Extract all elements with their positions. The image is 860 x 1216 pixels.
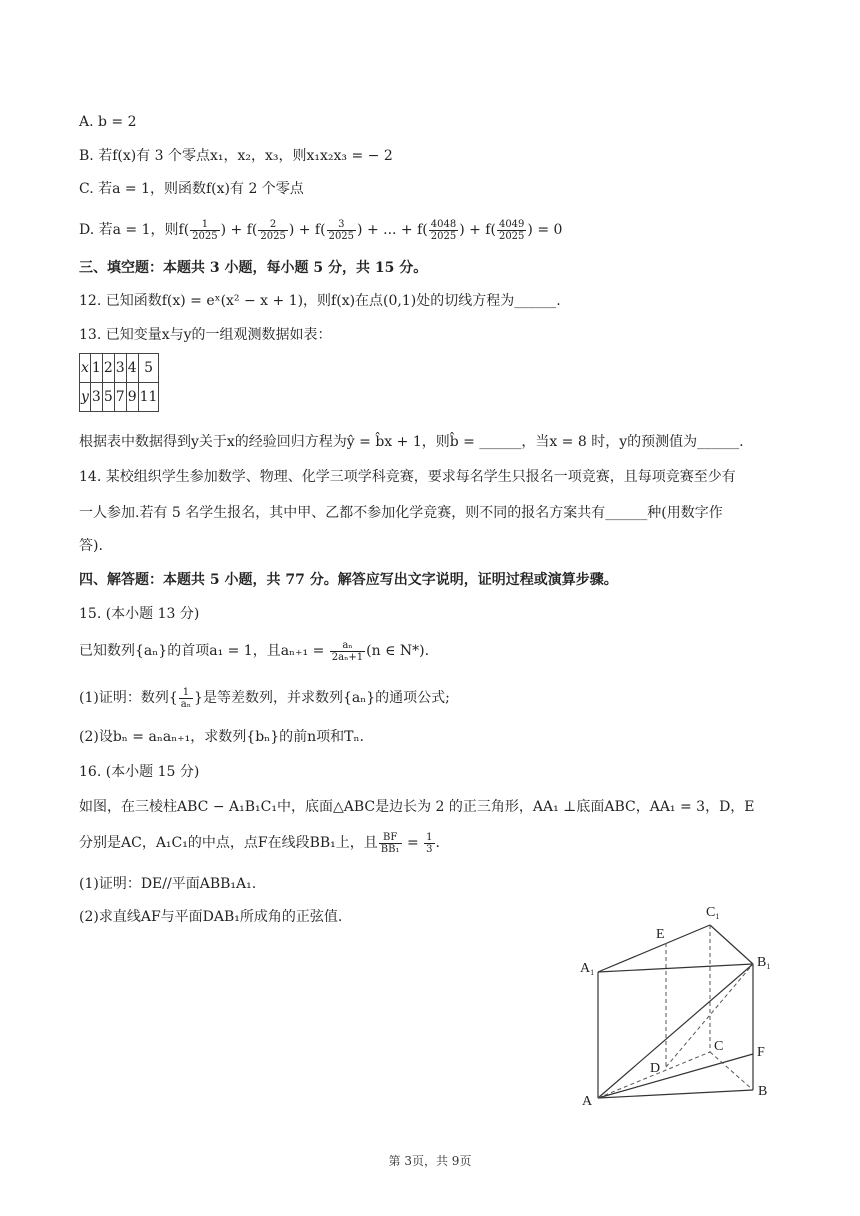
table-cell: y [80, 383, 91, 412]
option-a: A. b = 2 [79, 114, 137, 130]
table-cell: 3 [90, 383, 102, 412]
table-cell: 4 [126, 354, 138, 383]
question-12: 12. 已知函数f(x) = eˣ(x² − x + 1)，则f(x)在点(0,1)处的切线方程为______. [79, 293, 561, 309]
table-cell: 7 [114, 383, 126, 412]
page-footer: 第 3页，共 9页 [388, 1154, 472, 1168]
option-b-rest: x₁，x₂，x₃，则x₁x₂x₃ = − 2 [210, 148, 393, 164]
table-cell: x [80, 354, 91, 383]
prism-solid-edges [598, 925, 753, 1098]
question-15-heading: 15. (本小题 13 分) [79, 606, 200, 622]
label-a: A [582, 1094, 593, 1108]
option-d-suffix: = 0 [537, 222, 563, 238]
label-c: C [714, 1039, 724, 1054]
question-16-line-1: 如图，在三棱柱ABC − A₁B₁C₁中，底面△ABC是边长为 2 的正三角形，AA₁ ⊥底面ABC，AA₁ = 3，D，E [79, 799, 755, 815]
question-16-heading: 16. (本小题 15 分) [79, 764, 200, 780]
label-b: B [758, 1084, 768, 1099]
option-c: C. 若a = 1，则函数f(x)有 2 个零点 [79, 181, 304, 197]
prism-hidden-edges [598, 925, 753, 1098]
reciprocal-fraction: $\frac{1}{\text{aₙ}}$ [180, 686, 192, 710]
one-third-fraction: $\frac{1}{3}$ [426, 831, 433, 855]
label-c1: $C_1$ [706, 905, 720, 921]
table-cell: 5 [138, 354, 159, 383]
table-row-x [80, 354, 159, 383]
table-cell: 3 [114, 354, 126, 383]
question-14-line-3: 答). [79, 538, 103, 554]
section-4-heading: 四、解答题：本题共 5 小题，共 77 分。解答应写出文字说明，证明过程或演算步骤。 [79, 572, 618, 588]
label-b1: $B_1$ [757, 955, 771, 971]
prism-figure [570, 898, 780, 1108]
section-3-heading: 三、填空题：本题共 3 小题，每小题 5 分，共 15 分。 [79, 260, 428, 276]
label-e: E [656, 927, 665, 942]
option-b [79, 146, 393, 166]
option-d-frac-1: $\frac{1}{2025}$ [192, 218, 218, 242]
option-d-prefix: D. 若a = 1，则 [79, 222, 179, 238]
question-13-text: 根据表中数据得到y关于x的经验回归方程为ŷ = b̂x + 1，则b̂ = ______，当x = 8 时，y的预测值为______. [79, 434, 744, 450]
question-14-line-1: 14. 某校组织学生参加数学、物理、化学三项学科竞赛，要求每名学生只报名一项竞赛，且每项竞赛至少有 [79, 469, 736, 485]
option-d-frac-5: $\frac{4049}{2025}$ [498, 218, 525, 242]
ratio-fraction: $\frac{BF}{\text{BB₁}}$ [380, 831, 400, 855]
table-cell: 5 [102, 383, 114, 412]
label-f: F [757, 1045, 765, 1060]
option-b-prefix: B. 若f(x)有 3 个零点 [79, 148, 210, 164]
question-16-part-1: (1)证明：DE//平面ABB₁A₁. [79, 876, 257, 892]
question-15-part-2: (2)设bₙ = aₙaₙ₊₁，求数列{bₙ}的前n项和Tₙ. [79, 729, 364, 745]
question-14-line-2: 一人参加.若有 5 名学生报名，其中甲、乙都不参加化学竞赛，则不同的报名方案共有______种(用数字作 [79, 505, 723, 521]
question-13-intro: 13. 已知变量x与y的一组观测数据如表： [79, 327, 332, 343]
question-16-part-2: (2)求直线AF与平面DAB₁所成角的正弦值. [79, 909, 343, 925]
table-cell: 9 [126, 383, 138, 412]
question-15-part-1: (1)证明：数列{ $\frac{1}{\text{aₙ}}$ }是等差数列，并求数列{aₙ}的通项公式; [79, 686, 450, 710]
option-d-frac-3: $\frac{3}{2025}$ [328, 218, 355, 242]
label-a1: $A_1$ [580, 961, 595, 977]
label-d: D [650, 1061, 661, 1076]
option-d-frac-2: $\frac{2}{2025}$ [260, 218, 286, 242]
observation-table [79, 353, 159, 412]
option-d-frac-4: $\frac{4048}{2025}$ [430, 218, 457, 242]
table-cell: 1 [90, 354, 102, 383]
table-cell: 11 [138, 383, 159, 412]
question-16-line-2: 分别是AC，A₁C₁的中点，点F在线段BB₁上，且 $\frac{BF}{\text{BB₁}}$ = $\frac{1}{3}$ . [79, 831, 440, 855]
table-cell: 2 [102, 354, 114, 383]
recurrence-fraction: $\frac{\text{aₙ}}{\text{2aₙ+1}}$ [331, 639, 364, 663]
question-15-stem: 已知数列{aₙ}的首项a₁ = 1，且aₙ₊₁ = $\frac{\text{aₙ}}{\text{2aₙ+1}}$ (n ∈ N*). [79, 639, 430, 663]
table-row-y [80, 383, 159, 412]
option-d: D. 若a = 1，则f( $\frac{1}{2025}$ ) + f( $\frac{2}{2025}$ ) + f( $\frac{3}{2025}$ ) + ... + f( $\frac{4048}{2025}$ ) + f( $\frac{4049}{2025}$ ) = 0 [79, 218, 563, 242]
